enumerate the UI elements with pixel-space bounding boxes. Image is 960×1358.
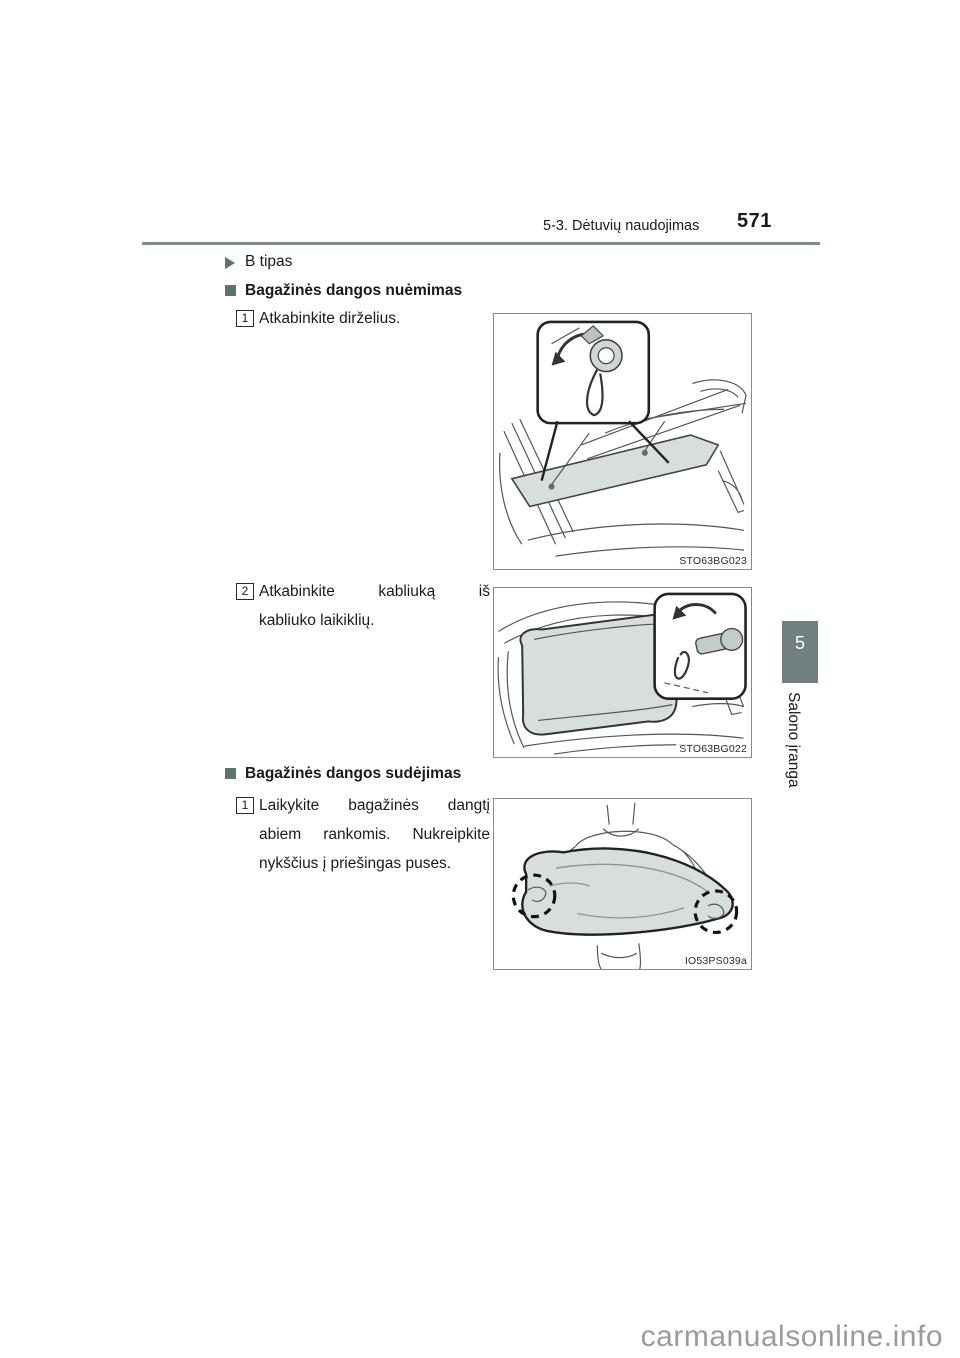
square-bullet-icon xyxy=(225,285,236,296)
section-heading-removal xyxy=(225,282,462,300)
step-line: abiem rankomis. Nukreipkite xyxy=(259,826,490,843)
figure-caption: STO63BG023 xyxy=(676,555,747,567)
step-line: Laikykite bagažinės dangtį xyxy=(259,797,490,814)
figure-caption: IO53PS039a xyxy=(682,955,747,967)
step-text xyxy=(259,577,490,635)
figure-strap-unhook xyxy=(493,313,752,570)
watermark-text: carmanualsonline.info xyxy=(640,1320,943,1353)
square-bullet-icon xyxy=(225,768,236,779)
person-holding-cover-illustration xyxy=(494,799,751,969)
variant-row xyxy=(225,253,292,271)
cargo-cover-hook-illustration xyxy=(494,588,751,757)
triangle-bullet-icon xyxy=(225,257,235,269)
step-number-box: 1 xyxy=(236,310,254,327)
section-heading-folding xyxy=(225,765,461,783)
step-text xyxy=(259,791,490,878)
chapter-section-title: 5-3. Dėtuvių naudojimas xyxy=(543,218,700,234)
step-line: kabliuko laikiklių. xyxy=(259,612,375,629)
section-heading-label: Bagažinės dangos sudėjimas xyxy=(245,765,462,782)
section-heading-label: Bagažinės dangos nuėmimas xyxy=(245,282,463,299)
chapter-side-label: Salono įranga xyxy=(785,692,802,788)
figure-caption: STO63BG022 xyxy=(676,743,747,755)
step-number-box: 2 xyxy=(236,583,254,600)
step-line: Atkabinkite kabliuką iš xyxy=(259,583,490,600)
step-text xyxy=(259,304,490,333)
step-line: Atkabinkite dirželius. xyxy=(259,310,401,327)
chapter-tab: 5 xyxy=(782,621,818,683)
variant-label: B tipas xyxy=(245,253,293,270)
page-number: 571 xyxy=(737,210,772,232)
step-number-box: 1 xyxy=(236,797,254,814)
figure-hold-cover xyxy=(493,798,752,970)
header-rule xyxy=(142,242,820,245)
figure-hook-release xyxy=(493,587,752,758)
step-line: nykščius į priešingas puses. xyxy=(259,855,452,872)
cargo-cover-strap-illustration xyxy=(494,314,751,569)
